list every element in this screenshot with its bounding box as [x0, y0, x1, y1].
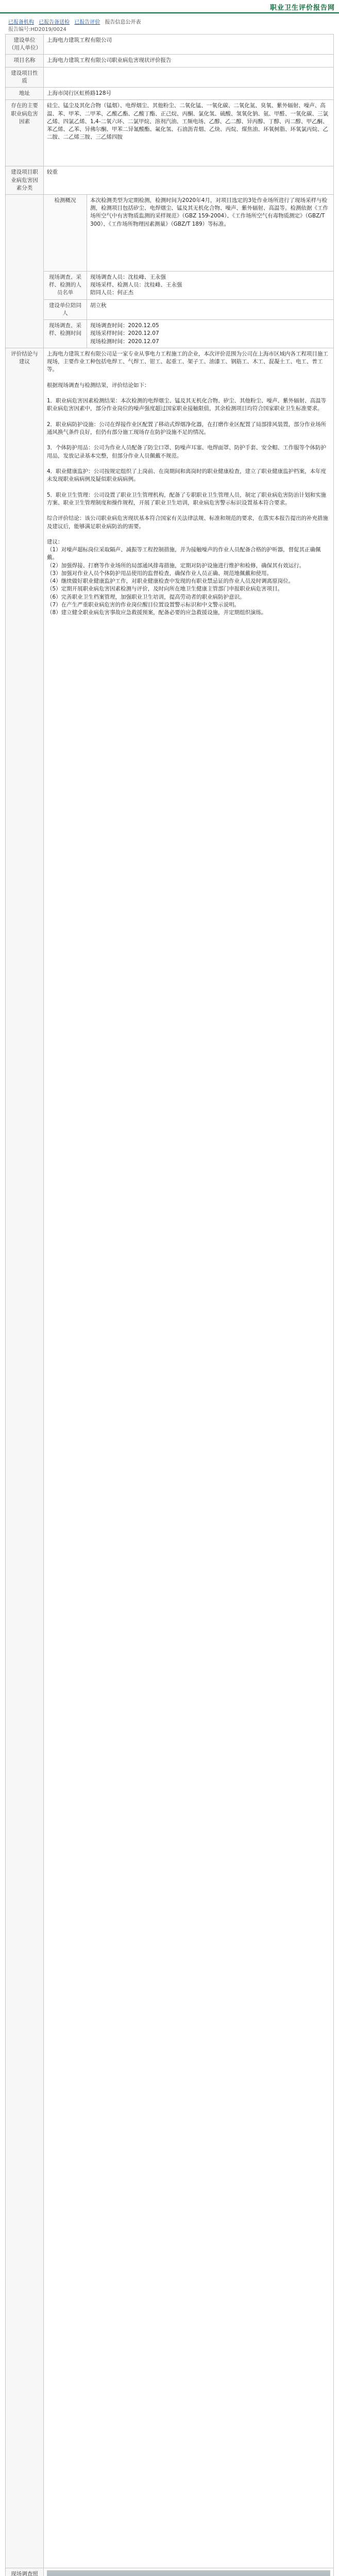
- label-address: 地址: [6, 88, 44, 100]
- site-photo: [47, 2570, 330, 2576]
- row-inspection: [6, 194, 334, 271]
- breadcrumb: [8, 18, 141, 25]
- row-review: [6, 166, 334, 195]
- value-unit: 上海电力建筑工程有限公司: [44, 35, 334, 55]
- value-hazards: 硅尘、锰尘及其化合物（锰烟）、电焊烟尘、其他粉尘、二氧化锰、一氧化碳、二氧化氮、臭氧、紫外辐射、噪声、高温、苯、甲苯、二甲苯、乙酸乙酯、乙酸丁酯、正己烷、丙酮、氯化氢、硫酸、氢氧化钠、氨、甲醛、一氧化碳、三氯乙烯、四氯乙烯、1,4-二氧六环、二氯甲烷、溶剂汽油、工频电场、乙醇、乙二醇、异丙醇、丁醇、丙二醇、甲乙酮、苯乙烯、乙苯、异佛尔酮、甲苯二异氰酸酯、氟化氢、石油沥青烟、乙炔、丙烷、煤焦油、环氧树脂、环氧氯丙烷、乙二胺、二乙烯三胺、三乙烯四胺: [44, 100, 334, 166]
- label-staff: 现场调查、采样、检测的人员名单: [44, 271, 87, 299]
- row-client: [6, 299, 334, 319]
- value-conclusion: 上海电力建筑工程有限公司是一家专业从事电力工程施工的企业，本次评价范围为公司在上海市区域内各工程项目施工现场，主要作业工种包括电焊工、气焊工、钳工、起重工、架子工、油漆工、钢筋工、木工、混凝土工、电工、普工等。 根据现场调查与检测结果，评价结论如下： 1．职业病危害因素检测结果：本次检测的电焊烟尘、锰及其无机化合物、矽尘、其他粉尘、噪声、紫外辐射、高温等职业病危害因素中，部分作业岗位的噪声强度超过国家职业接触限值，其余检测项目均符合国家职业卫生标准要求。 2．职业病防护设施：公司在焊接作业区配置了移动式焊烟净化器，在打磨作业区配置了局部排风装置，部分作业场所通风换气条件良好，但仍有部分施工现场存在防护设施不足的情况。 3．个体防护用品：公司为作业人员配备了防尘口罩、防噪声耳塞、电焊面罩、防护手套、安全帽、工作服等个体防护用品，发放记录基本完整，但部分作业人员佩戴不规范。 4．职业健康监护：公司按规定组织了上岗前、在岗期间和离岗时的职业健康检查，建立了职业健康监护档案，本年度未发现职业病病例及疑似职业病病例。 5．职业卫生管理：公司设置了职业卫生管理机构，配备了专职职业卫生管理人员，制定了职业病危害防治计划和实施方案、职业卫生管理制度和操作规程，开展了职业卫生培训，职业病危害警示标识设置基本符合要求。 综合评价结论：该公司职业病危害现状基本符合国家有关法律法规、标准和规范的要求，在落实本报告提出的补充措施及建议后，能够满足职业病防治的需要。 建议： （1）对噪声超标岗位采取隔声、减振等工程控制措施，并为接触噪声的作业人员配备合格的护听器，督促其正确佩戴。 （2）加强焊接、打磨等作业场所的局部通风排毒措施，定期对防护设施进行维护和检修，确保其有效运行。 （3）加强对作业人员个体防护用品使用的监督检查，确保作业人员正确、规范地佩戴和使用。 （4）继续做好职业健康监护工作，对职业健康检查中发现的有职业禁忌证的作业人员及时调离原岗位。 （5）定期开展职业病危害因素检测与评价，及时向所在地卫生健康主管部门申报职业病危害项目。 （6）完善职业卫生档案管理，加强职业卫生培训，提高劳动者的职业病防护意识。 （7）在产生严重职业病危害的作业岗位醒目位置设置警示标识和中文警示说明。 （8）建立健全职业病危害事故应急救援预案，配备必要的应急救援设施，并定期组织演练。: [44, 348, 334, 2568]
- label-unit: 建设单位（用人单位）: [6, 35, 44, 55]
- label-review: 建设项目职业病危害因素分类: [6, 166, 44, 195]
- report-table: [5, 34, 334, 2576]
- label-project: 项目名称: [6, 55, 44, 67]
- site-brand: 职业卫生评价报告网: [269, 4, 335, 12]
- value-address: 上海市闵行区虹桥路128号: [44, 88, 334, 100]
- value-project: 上海电力建筑工程有限公司职业病危害现状评价报告: [44, 55, 334, 67]
- tab-registered-report[interactable]: 已报告备送检: [39, 20, 70, 25]
- row-date: [6, 320, 334, 348]
- row-type: [6, 67, 334, 87]
- label-photo: 现场调查照: [6, 2568, 44, 2576]
- value-client: 胡立秋: [87, 299, 334, 319]
- value-date: 现场调查时间：2020.12.05 现场采样时间：2020.12.07 现场检测时间：2020.12.07: [87, 320, 334, 348]
- label-client: 建设单位陪同人: [44, 299, 87, 319]
- value-type: [44, 67, 334, 87]
- row-conclusion: [6, 348, 334, 2568]
- report-code: 报告编号:HD2019/0024: [8, 27, 66, 32]
- row-unit: [6, 35, 334, 55]
- row-address: [6, 88, 334, 100]
- tab-registered-agency[interactable]: 已报备机构: [8, 20, 34, 25]
- row-photo: [6, 2568, 334, 2576]
- label-inspection-section: [6, 194, 44, 348]
- label-type: 建设项目性质: [6, 67, 44, 87]
- label-conclusion: 评价结论与建议: [6, 348, 44, 2568]
- value-review: 较重: [44, 166, 334, 195]
- label-date: 现场调查、采样、检测时间: [44, 320, 87, 348]
- photo-cell: [44, 2568, 334, 2576]
- label-inspection: 检测概况: [44, 194, 87, 271]
- tab-evaluation-report[interactable]: 已报告评价: [74, 20, 100, 25]
- row-hazards: [6, 100, 334, 166]
- row-project: [6, 55, 334, 67]
- tab-current: 报告信息公开表: [105, 20, 141, 25]
- label-hazards: 存在的主要职业病危害因素: [6, 100, 44, 166]
- value-staff: 现场调查人员：沈桂峰、王永强 现场采样、检测人员：沈桂峰、王永强 陪同人员：何正杰: [87, 271, 334, 299]
- row-staff: [6, 271, 334, 299]
- top-bar: [0, 0, 339, 13]
- value-inspection: 本次检测类型为定期检测，检测时间为2020年4月，对项目选定的3处作业场所进行了现场采样与检测，检测项目包括矽尘、电焊烟尘、锰及其无机化合物、噪声、紫外辐射、高温等。检测依据《工作场所空气中有害物质监测的采样规范》（GBZ 159-2004）、《工作场所空气有毒物质测定》（GBZ/T 300）、《工作场所物理因素测量》（GBZ/T 189）等标准。: [87, 194, 334, 271]
